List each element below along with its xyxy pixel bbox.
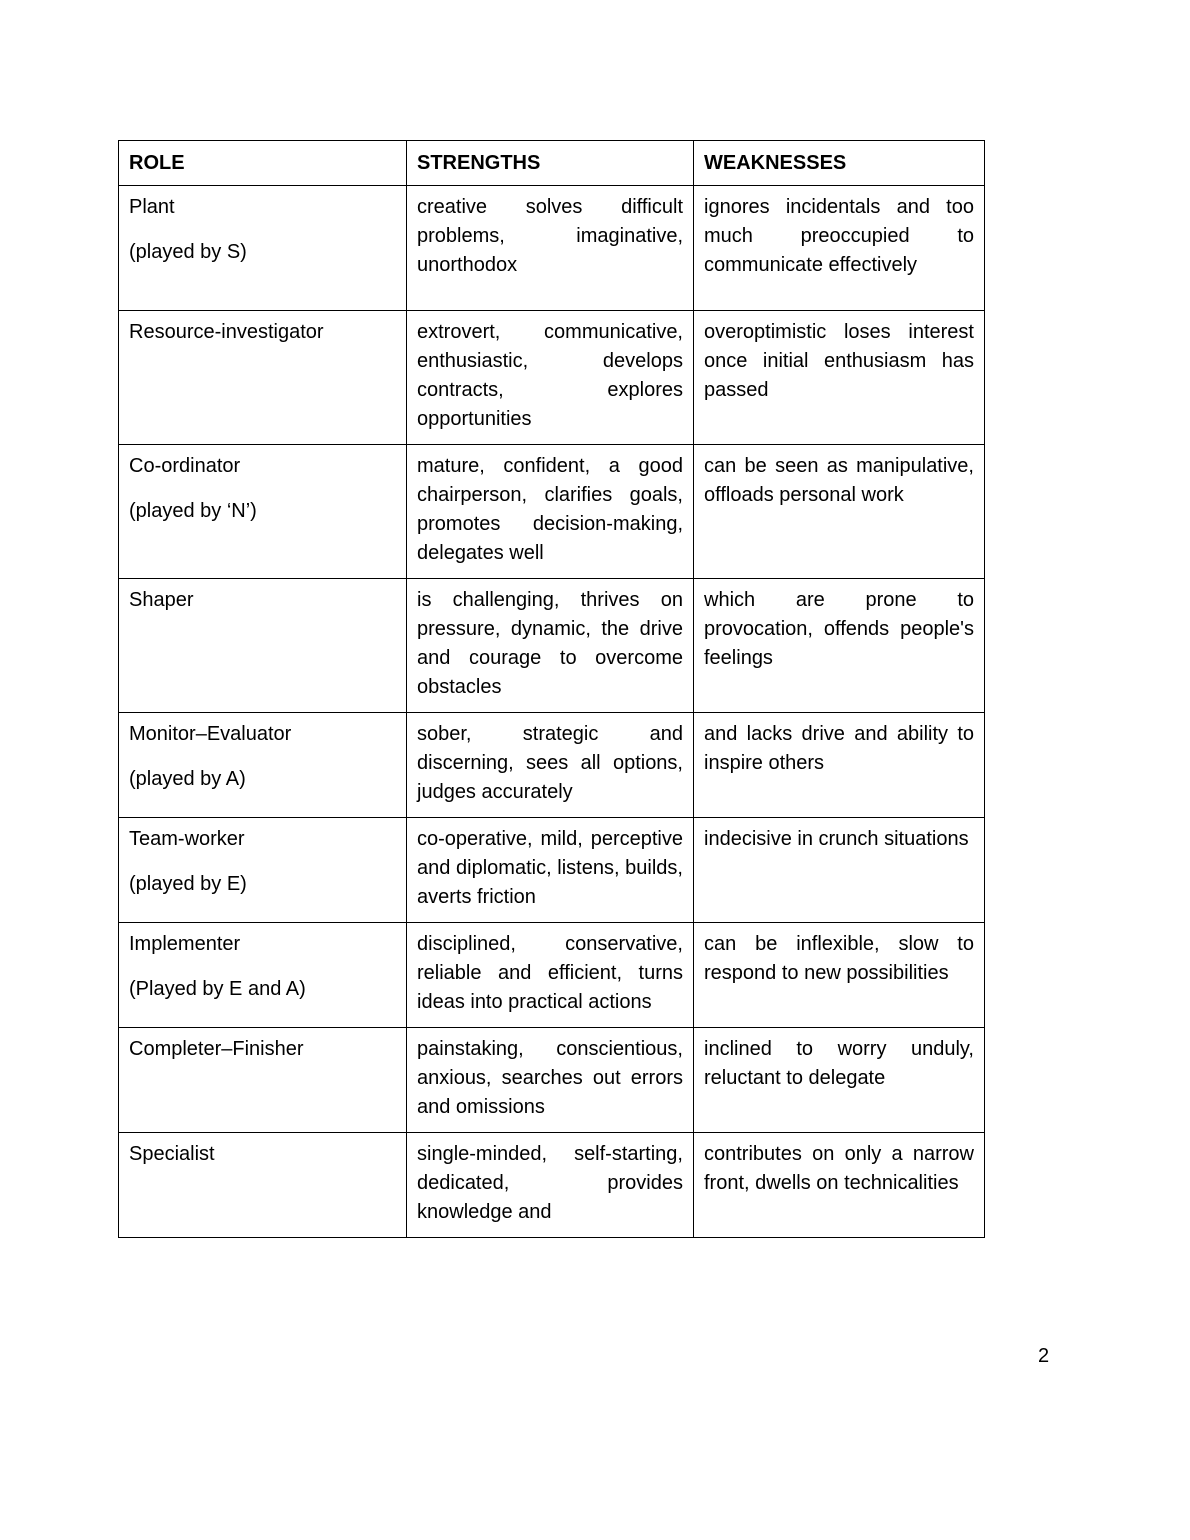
- strengths-cell: extrovert, communicative, enthusiastic, develops contracts, explores opportunities: [407, 311, 694, 445]
- role-cell: [119, 186, 407, 311]
- role-cell: [119, 923, 407, 1028]
- role-name: Specialist: [129, 1143, 215, 1165]
- header-role: ROLE: [119, 141, 407, 186]
- strengths-cell: disciplined, conservative, reliable and efficient, turns ideas into practical actions: [407, 923, 694, 1028]
- strengths-cell: sober, strategic and discerning, sees all options, judges accurately: [407, 713, 694, 818]
- role-name: Resource-investigator: [129, 321, 324, 343]
- role-name: Implementer: [129, 933, 241, 955]
- role-played-by: (played by ‘N’): [129, 500, 257, 522]
- weaknesses-cell: can be seen as manipulative, offloads personal work: [694, 445, 985, 579]
- role-name: Completer–Finisher: [129, 1038, 304, 1060]
- strengths-cell: co-operative, mild, perceptive and diplomatic, listens, builds, averts friction: [407, 818, 694, 923]
- role-cell: [119, 1133, 407, 1238]
- header-weaknesses: WEAKNESSES: [694, 141, 985, 186]
- role-name: Team-worker: [129, 828, 245, 850]
- role-cell: [119, 818, 407, 923]
- weaknesses-cell: overoptimistic loses interest once initial enthusiasm has passed: [694, 311, 985, 445]
- table-row: [119, 1133, 985, 1238]
- role-played-by: (played by E): [129, 873, 247, 895]
- role-played-by: (played by S): [129, 241, 247, 263]
- weaknesses-cell: contributes on only a narrow front, dwells on technicalities: [694, 1133, 985, 1238]
- strengths-cell: painstaking, conscientious, anxious, searches out errors and omissions: [407, 1028, 694, 1133]
- role-name: Shaper: [129, 589, 194, 611]
- weaknesses-cell: which are prone to provocation, offends people's feelings: [694, 579, 985, 713]
- table-row: [119, 818, 985, 923]
- table-row: [119, 1028, 985, 1133]
- role-cell: [119, 445, 407, 579]
- weaknesses-cell: inclined to worry unduly, reluctant to delegate: [694, 1028, 985, 1133]
- role-cell: [119, 1028, 407, 1133]
- role-name: Co-ordinator: [129, 455, 241, 477]
- table-row: [119, 445, 985, 579]
- table-row: [119, 579, 985, 713]
- role-name: Monitor–Evaluator: [129, 723, 292, 745]
- strengths-cell: single-minded, self-starting, dedicated, provides knowledge and: [407, 1133, 694, 1238]
- table-header-row: [119, 141, 985, 186]
- weaknesses-cell: indecisive in crunch situations: [694, 818, 985, 923]
- belbin-roles-table: [118, 140, 985, 1238]
- role-played-by: (played by A): [129, 768, 246, 790]
- weaknesses-cell: can be inflexible, slow to respond to new possibilities: [694, 923, 985, 1028]
- weaknesses-cell: and lacks drive and ability to inspire others: [694, 713, 985, 818]
- role-cell: [119, 311, 407, 445]
- role-played-by: (Played by E and A): [129, 978, 306, 1000]
- table-row: [119, 713, 985, 818]
- role-cell: [119, 579, 407, 713]
- role-cell: [119, 713, 407, 818]
- role-name: Plant: [129, 196, 175, 218]
- page-number: 2: [1038, 1345, 1050, 1367]
- strengths-cell: creative solves difficult problems, imaginative, unorthodox: [407, 186, 694, 311]
- header-strengths: STRENGTHS: [407, 141, 694, 186]
- table-row: [119, 923, 985, 1028]
- strengths-cell: mature, confident, a good chairperson, clarifies goals, promotes decision-making, delegates well: [407, 445, 694, 579]
- strengths-cell: is challenging, thrives on pressure, dynamic, the drive and courage to overcome obstacles: [407, 579, 694, 713]
- weaknesses-cell: ignores incidentals and too much preoccupied to communicate effectively: [694, 186, 985, 311]
- table-row: [119, 311, 985, 445]
- table-row: [119, 186, 985, 311]
